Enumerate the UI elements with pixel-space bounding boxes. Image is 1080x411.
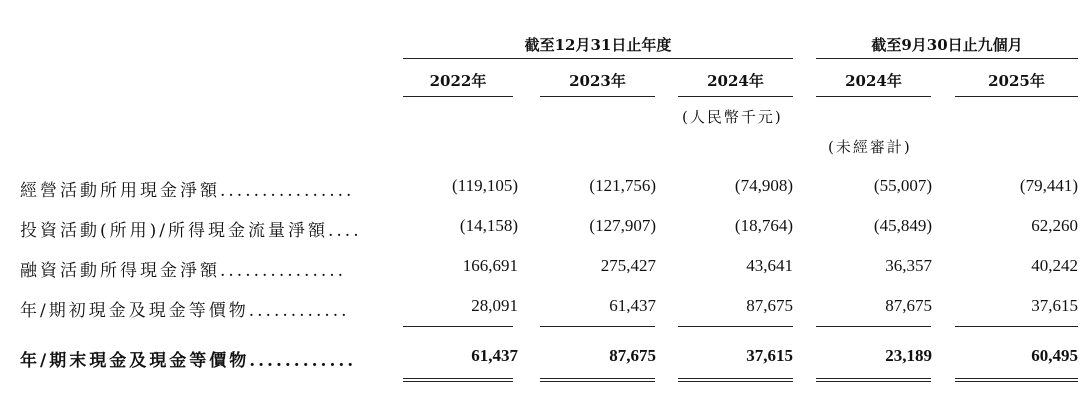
row-label-investing-cash: 投資活動(所用)/所得現金流量淨額.... <box>20 221 362 241</box>
subtotal-line <box>816 326 931 327</box>
table-cell: (79,441) <box>1019 176 1078 195</box>
double-underline <box>816 378 931 382</box>
table-cell: (14,158) <box>459 216 518 235</box>
group-title-nine-months: 截至9月30日止九個月 <box>871 36 1023 54</box>
subtotal-line <box>678 326 793 327</box>
total-cell: 23,189 <box>885 346 932 365</box>
subtotal-line <box>955 326 1078 327</box>
year-underline <box>540 96 655 97</box>
table-cell: 28,091 <box>471 296 518 315</box>
table-cell: (45,849) <box>873 216 932 235</box>
subtotal-line <box>540 326 655 327</box>
table-cell: 87,675 <box>885 296 932 315</box>
double-underline <box>955 378 1078 382</box>
table-cell: 275,427 <box>600 256 656 275</box>
year-underline <box>955 96 1078 97</box>
group-title-annual: 截至12月31日止年度 <box>524 36 672 54</box>
table-cell: 40,242 <box>1031 256 1078 275</box>
table-cell: (74,908) <box>734 176 793 195</box>
table-cell: 36,357 <box>885 256 932 275</box>
group-underline-nine-months <box>816 58 1078 59</box>
unaudited-note: (未經審計) <box>828 138 912 156</box>
year-header-2024-nine-months: 2024年 <box>845 72 902 90</box>
unit-note: (人民幣千元) <box>682 108 783 126</box>
total-cell: 60,495 <box>1031 346 1078 365</box>
table-cell: (55,007) <box>873 176 932 195</box>
subtotal-line <box>403 326 513 327</box>
group-underline-annual <box>403 58 793 59</box>
table-cell: (119,105) <box>452 176 518 195</box>
year-header-2025-nine-months: 2025年 <box>988 72 1045 90</box>
double-underline <box>403 378 513 382</box>
year-header-2022: 2022年 <box>429 72 487 90</box>
row-label-closing-cash: 年/期末現金及現金等價物............ <box>20 351 357 371</box>
row-label-opening-cash: 年/期初現金及現金等價物............ <box>20 301 350 321</box>
year-header-2023: 2023年 <box>569 72 626 90</box>
year-underline <box>403 96 513 97</box>
double-underline <box>540 378 655 382</box>
table-cell: 62,260 <box>1031 216 1078 235</box>
table-cell: (121,756) <box>589 176 656 195</box>
table-cell: 43,641 <box>746 256 793 275</box>
table-cell: 37,615 <box>1031 296 1078 315</box>
year-header-2024: 2024年 <box>707 72 764 90</box>
table-cell: (18,764) <box>734 216 793 235</box>
table-cell: 61,437 <box>609 296 656 315</box>
year-underline <box>816 96 931 97</box>
table-cell: 166,691 <box>462 256 518 275</box>
total-cell: 37,615 <box>746 346 793 365</box>
row-label-operating-cash: 經營活動所用現金淨額................ <box>20 181 355 201</box>
double-underline <box>678 378 793 382</box>
year-underline <box>678 96 793 97</box>
table-cell: 87,675 <box>746 296 793 315</box>
total-cell: 61,437 <box>471 346 518 365</box>
row-label-financing-cash: 融資活動所得現金淨額............... <box>20 261 347 281</box>
table-cell: (127,907) <box>589 216 656 235</box>
total-cell: 87,675 <box>609 346 656 365</box>
